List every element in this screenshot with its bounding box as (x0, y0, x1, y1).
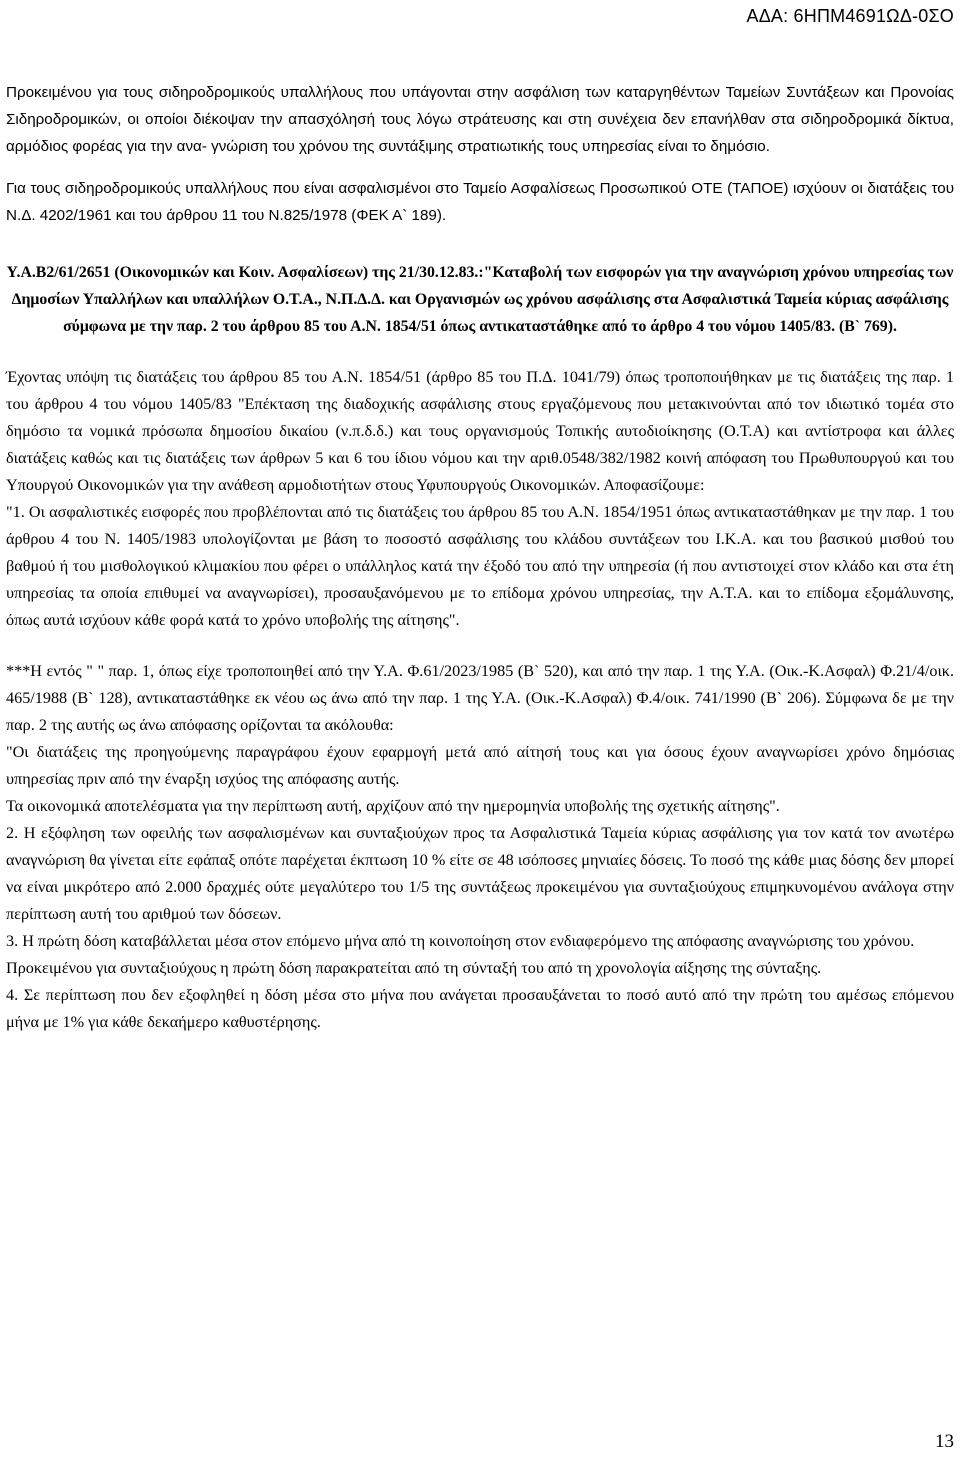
paragraph-article-2: 2. Η εξόφληση των οφειλής των ασφαλισμένων και συνταξιούχων προς τα Ασφαλιστικά Ταμεία κύριας ασφάλισης για τον κατά τον ανωτέρω αναγνώριση θα γίνεται είτε εφάπαξ οπότε παρέχεται έκπτωση 10 % είτε σε 48 ισόποσες μηνιαίες δόσεις. Το ποσό της κάθε μιας δόσης δεν μπορεί να είναι μικρότερο από 2.000 δραχμές ούτε μεγαλύτερο του 1/5 της συντάξεως προκειμένου για συνταξιούχους επιμηκυνομένου ανάλογα στην περίπτωση αυτή του αριθμού των δόσεων. (6, 824, 954, 923)
paragraph-article-3: 3. Η πρώτη δόση καταβάλλεται μέσα στον επόμενο μήνα από τη κοινοποίηση στον ενδιαφερόμενο της απόφασης αναγνώρισης του χρόνου. (6, 932, 915, 950)
decision-heading: Υ.Α.Β2/61/2651 (Οικονομικών και Κοιν. Ασφαλίσεων) της 21/30.12.83.:"Καταβολή των εισφορών για την αναγνώριση χρόνου υπηρεσίας των Δημοσίων Υπαλλήλων και υπαλλήλων Ο.Τ.Α., Ν.Π.Δ.Δ. και Οργανισμών ως χρόνου ασφάλισης στα Ασφαλιστικά Ταμεία κύριας ασφάλισης σύμφωνα με την παρ. 2 του άρθρου 85 του Α.Ν. 1854/51 όπως αντικαταστάθηκε από το άρθρο 4 του νόμου 1405/83. (Β` 769). (6, 264, 954, 335)
document-body (6, 79, 954, 1036)
paragraph-pensioners-installment: Προκειμένου για συνταξιούχους η πρώτη δόση παρακρατείται από τη σύνταξή του από τη χρονολογία αίξησης της σύνταξης. (6, 959, 822, 977)
paragraph-tapoe: Για τους σιδηροδρομικούς υπαλλήλους που είναι ασφαλισμένοι στο Ταμείο Ασφαλίσεως Προσωπικού ΟΤΕ (ΤΑΠΟΕ) ισχύουν οι διατάξεις του Ν.Δ. 4202/1961 και του άρθρου 11 του Ν.825/1978 (ΦΕΚ Α` 189). (6, 180, 954, 224)
paragraph-provisions-apply: "Οι διατάξεις της προηγούμενης παραγράφου έχουν εφαρμογή μετά από αίτησή τους και για όσους έχουν αναγνωρίσει χρόνο δημόσιας υπηρεσίας πριν από την έναρξη ισχύος της απόφασης αυτής. (6, 743, 954, 788)
page-number: 13 (935, 1431, 954, 1452)
paragraph-railway-employees: Προκειμένου για τους σιδηροδρομικούς υπαλλήλους που υπάγονται στην ασφάλιση των καταργηθέντων Ταμείων Συντάξεων και Προνοίας Σιδηροδρομικών, οι οποίοι διέκοψαν την απασχόλησή τους λόγω στράτευσης και στη συνέχεια δεν επανήλθαν στα σιδηροδρομικά δίκτυα, αρμόδιος φορέας για την ανα- γνώριση του χρόνου της συντάξιμης στρατιωτικής τους υπηρεσίας είναι το δημόσιο. (6, 84, 954, 155)
paragraph-article-4: 4. Σε περίπτωση που δεν εξοφληθεί η δόση μέσα στο μήνα που ανάγεται προσαυξάνεται το ποσό αυτό από την πρώτη του αμέσως επόμενου μήνα με 1% για κάθε δεκαήμερο καθυστέρησης. (6, 986, 954, 1031)
paragraph-financial-results: Τα οικονομικά αποτελέσματα για την περίπτωση αυτή, αρχίζουν από την ημερομηνία υποβολής της σχετικής αίτησης". (6, 797, 780, 815)
paragraph-amendment-note: ***Η εντός " " παρ. 1, όπως είχε τροποποιηθεί από την Υ.Α. Φ.61/2023/1985 (Β` 520), και από την παρ. 1 της Υ.Α. (Οικ.-Κ.Ασφαλ) Φ.21/4/οικ. 465/1988 (Β` 128), αντικαταστάθηκε εκ νέου ως άνω από την παρ. 1 της Υ.Α. (Οικ.-Κ.Ασφαλ) Φ.4/οικ. 741/1990 (Β` 206). Σύμφωνα δε με την παρ. 2 της αυτής ως άνω απόφασης ορίζονται τα ακόλουθα: (6, 662, 954, 734)
paragraph-considering: Έχοντας υπόψη τις διατάξεις του άρθρου 85 του Α.Ν. 1854/51 (άρθρο 85 του Π.Δ. 1041/79) όπως τροποποιήθηκαν με τις διατάξεις της παρ. 1 του άρθρου 4 του νόμου 1405/83 "Επέκταση της διαδοχικής ασφάλισης στους εργαζόμενους που μετακινούνται από τον ιδιωτικό τομέα στο δημόσιο τα νομικά πρόσωπα δημοσίου δικαίου (ν.π.δ.δ.) και τους οργανισμούς Τοπικής αυτοδιοίκησης (Ο.Τ.Α) και αντίστροφα και άλλες διατάξεις καθώς και τις διατάξεις των άρθρων 5 και 6 του ίδιου νόμου και την αριθ.0548/382/1982 κοινή απόφαση του Πρωθυπουργού και του Υπουργού Οικονομικών για την ανάθεση αρμοδιοτήτων στους Υφυπουργούς Οικονομικών. Αποφασίζουμε: (6, 368, 954, 494)
ada-identifier: ΑΔΑ: 6ΗΠΜ4691ΩΔ-0ΣΟ (746, 6, 954, 26)
paragraph-article-1: "1. Οι ασφαλιστικές εισφορές που προβλέπονται από τις διατάξεις του άρθρου 85 του Α.Ν. 1854/1951 όπως αντικαταστάθηκαν με την παρ. 1 του άρθρου 4 του Ν. 1405/1983 υπολογίζονται με βάση το ποσοστό ασφάλισης του κλάδου συντάξεων του Ι.Κ.Α. και του βασικού μισθού του βαθμού ή του μισθολογικού κλιμακίου που φέρει ο υπάλληλος κατά την έξοδό του από την υπηρεσία (ή που αντιστοιχεί στον κλάδο και στα έτη υπηρεσίας τα οποία επιθυμεί να αναγνωρίσει), προσαυξανόμενου με το επίδομα χρόνου υπηρεσίας, την Α.Τ.Α. και το επίδομα εξομάλυνσης, όπως αυτά ισχύουν κάθε φορά κατά το χρόνο υποβολής της αίτησης". (6, 503, 954, 629)
